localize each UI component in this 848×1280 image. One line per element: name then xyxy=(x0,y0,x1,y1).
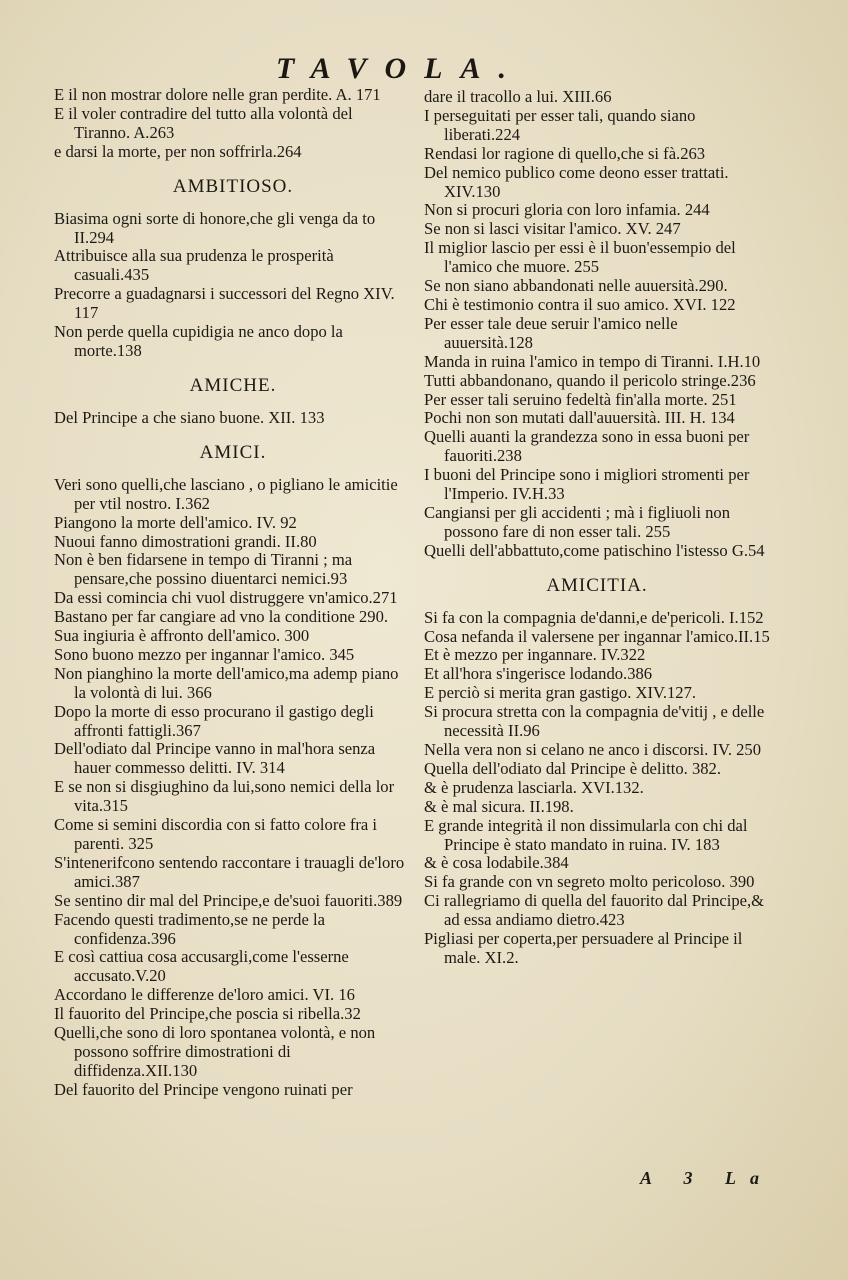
section-heading: AMICHE. xyxy=(189,374,277,396)
index-entry: S'intenerifcono sentendo raccontare i trauagli de'loro amici.387 xyxy=(54,852,405,891)
index-entry: Non perde quella cupidigia ne anco dopo la morte.138 xyxy=(54,322,343,360)
index-entry: Biasima ogni sorte di honore,che gli venga da to II.294 xyxy=(54,208,376,247)
index-entry: Sono buono mezzo per ingannar l'amico. 345 xyxy=(54,644,355,664)
index-entry: E se non si disgiughino da lui,sono nemici della lor vita.315 xyxy=(54,777,395,816)
section-heading: AMICI. xyxy=(199,441,267,463)
index-entry: Veri sono quelli,che lasciano , o pigliano le amicitie per vtil nostro. I.362 xyxy=(54,474,398,513)
index-entry: Non pianghino la morte dell'amico,ma ademp piano la volontà di lui. 366 xyxy=(54,663,399,702)
index-entry: E il voler contradire del tutto alla volontà del Tiranno. A.263 xyxy=(54,103,353,142)
index-entry: Quelli dell'abbattuto,come patischino l'istesso G.54 xyxy=(424,540,765,560)
index-entry: Del fauorito del Principe vengono ruinati per xyxy=(54,1079,353,1099)
index-entry: & è prudenza lasciarla. XVI.132. xyxy=(424,777,644,797)
index-entry: Il fauorito del Principe,che poscia si ribella.32 xyxy=(54,1004,361,1024)
index-entry: Non è ben fidarsene in tempo di Tiranni ; ma pensare,che possino diuentarci nemici.93 xyxy=(54,550,353,589)
index-entry: E perciò si merita gran gastigo. XIV.127. xyxy=(424,683,697,703)
index-entry: Pochi non son mutati dall'auuersità. III. H. 134 xyxy=(424,408,735,428)
index-entry: Facendo questi tradimento,se ne perde la confidenza.396 xyxy=(54,909,325,948)
index-entry: & è cosa lodabile.384 xyxy=(424,853,569,873)
index-entry: Se non si lasci visitar l'amico. XV. 247 xyxy=(424,219,681,239)
index-entry: E grande integrità il non dissimularla con chi dal Principe è stato mandato in ruina. IV. 183 xyxy=(424,815,748,854)
index-entry: Attribuisce alla sua prudenza le prosperità casuali.435 xyxy=(54,246,334,285)
index-entry: Cosa nefanda il valersene per ingannar l'amico.II.15 xyxy=(424,626,770,646)
index-entry: Quelli auanti la grandezza sono in essa buoni per fauoriti.238 xyxy=(424,427,750,466)
index-entry: I perseguitati per esser tali, quando siano liberati.224 xyxy=(424,105,696,144)
index-entry: Del nemico publico come deono esser trattati. XIV.130 xyxy=(424,162,729,201)
index-entry: I buoni del Principe sono i migliori stromenti per l'Imperio. IV.H.33 xyxy=(424,465,750,504)
index-entry: E il non mostrar dolore nelle gran perdite. A. 171 xyxy=(54,85,381,104)
running-head: TAVOLA. xyxy=(276,52,524,85)
left-column xyxy=(54,86,412,1100)
index-entry: Dell'odiato dal Principe vanno in mal'hora senza hauer commesso delitti. IV. 314 xyxy=(54,739,376,778)
index-entry: Et è mezzo per ingannare. IV.322 xyxy=(424,645,646,665)
signature-mark: A 3 La xyxy=(640,1168,774,1188)
index-entry: Si procura stretta con la compagnia de'vitij , e delle necessità II.96 xyxy=(424,702,765,741)
index-entry: Per esser tali seruino fedeltà fin'alla morte. 251 xyxy=(424,389,737,409)
index-entry: & è mal sicura. II.198. xyxy=(424,796,574,816)
section-heading: AMBITIOSO. xyxy=(172,175,294,197)
index-entry: e darsi la morte, per non soffrirla.264 xyxy=(54,141,302,161)
index-entry: dare il tracollo a lui. XIII.66 xyxy=(424,87,612,106)
index-entry: Sua ingiuria è affronto dell'amico. 300 xyxy=(54,626,310,646)
section-heading: AMICITIA. xyxy=(546,574,648,596)
index-entry: Si fa grande con vn segreto molto pericoloso. 390 xyxy=(424,872,755,892)
index-entry: E così cattiua cosa accusargli,come l'esserne accusato.V.20 xyxy=(54,947,349,986)
index-entry: Nuoui fanno dimostrationi grandi. II.80 xyxy=(54,531,317,551)
index-entry: Pigliasi per coperta,per persuadere al Principe il male. XI.2. xyxy=(424,929,743,967)
index-entry: Dopo la morte di esso procurano il gastigo degli affronti fattigli.367 xyxy=(54,701,374,740)
index-entry: Se non siano abbandonati nelle auuersità.290. xyxy=(424,276,728,296)
index-entry: Ci rallegriamo di quella del fauorito dal Principe,& ad essa andiamo dietro.423 xyxy=(424,891,765,930)
index-entry: Nella vera non si celano ne anco i discorsi. IV. 250 xyxy=(424,740,762,759)
index-entry: Precorre a guadagnarsi i successori del Regno XIV. 117 xyxy=(54,284,395,323)
index-entry: Bastano per far cangiare ad vno la conditione 290. xyxy=(54,607,389,627)
index-entry: Piangono la morte dell'amico. IV. 92 xyxy=(54,512,297,532)
index-entry: Se sentino dir mal del Principe,e de'suoi fauoriti.389 xyxy=(54,890,403,910)
index-entry: Quelli,che sono di loro spontanea volontà, e non possono soffrire dimostrationi di diffidenza.XII.130 xyxy=(54,1023,376,1080)
index-entry: Come si semini discordia con si fatto colore fra i parenti. 325 xyxy=(54,815,378,853)
index-entry: Chi è testimonio contra il suo amico. XVI. 122 xyxy=(424,294,736,314)
index-entry: Per esser tale deue seruir l'amico nelle auuersità.128 xyxy=(424,313,678,352)
right-column xyxy=(424,88,770,968)
index-entry: Cangiansi per gli accidenti ; mà i figliuoli non possono fare di non esser tali. 255 xyxy=(424,502,730,541)
index-entry: Il miglior lascio per essi è il buon'essempio del l'amico che muore. 255 xyxy=(424,238,736,277)
index-entry: Non si procuri gloria con loro infamia. 244 xyxy=(424,200,710,220)
index-entry: Del Principe a che siano buone. XII. 133 xyxy=(54,407,325,427)
index-entry: Quella dell'odiato dal Principe è delitto. 382. xyxy=(424,758,721,778)
index-entry: Manda in ruina l'amico in tempo di Tiranni. I.H.10 xyxy=(424,351,761,371)
index-entry: Rendasi lor ragione di quello,che si fà.263 xyxy=(424,143,706,163)
index-entry: Si fa con la compagnia de'danni,e de'pericoli. I.152 xyxy=(424,607,764,627)
index-entry: Tutti abbandonano, quando il pericolo stringe.236 xyxy=(424,370,756,390)
index-entry: Accordano le differenze de'loro amici. VI. 16 xyxy=(54,985,355,1005)
index-entry: Et all'hora s'ingerisce lodando.386 xyxy=(424,664,653,684)
index-entry: Da essi comincia chi vuol distruggere vn'amico.271 xyxy=(54,588,398,608)
